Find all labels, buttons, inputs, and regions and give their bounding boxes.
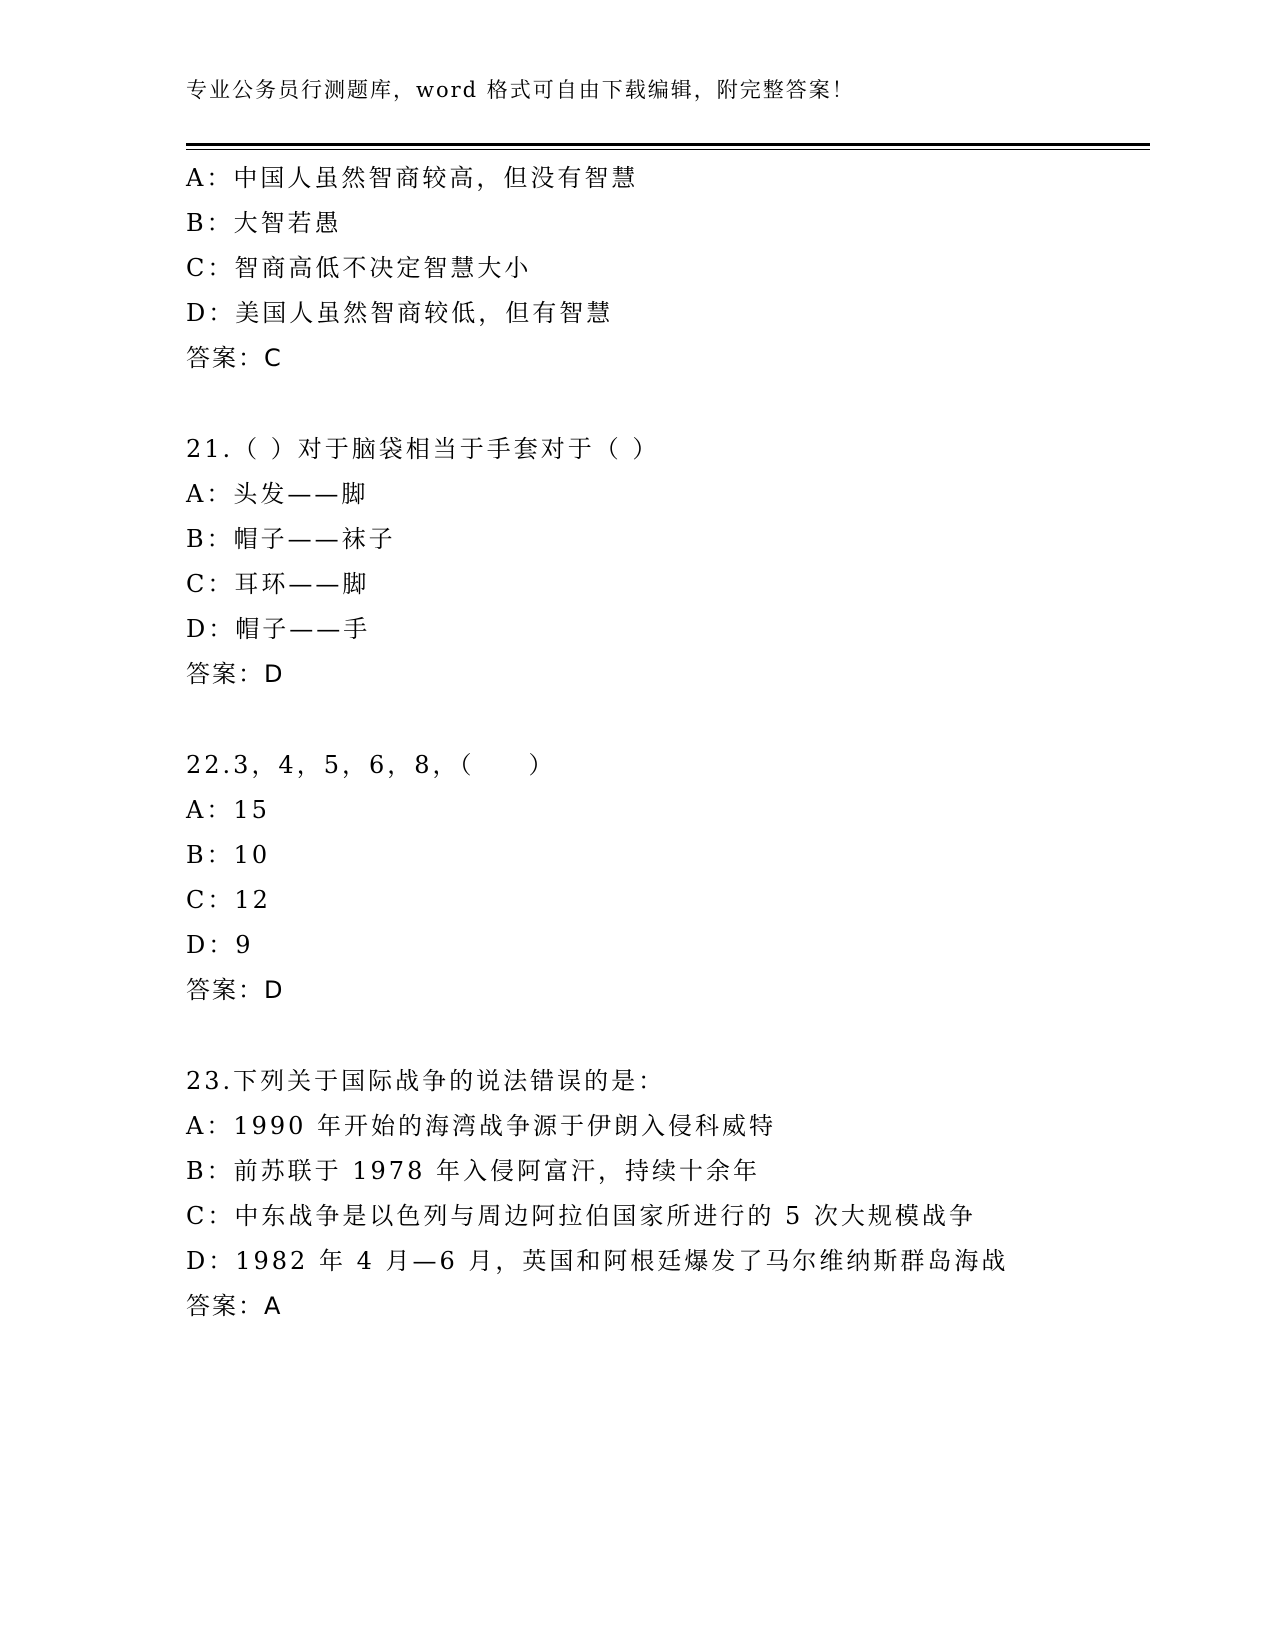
option-c: C：耳环——脚 bbox=[186, 570, 370, 598]
option-b: B：10 bbox=[186, 841, 271, 869]
option-d: D：帽子——手 bbox=[186, 615, 371, 643]
answer-line: 答案：D bbox=[186, 660, 285, 688]
option-c: C：智商高低不决定智慧大小 bbox=[186, 254, 532, 282]
option-a: A：1990 年开始的海湾战争源于伊朗入侵科威特 bbox=[186, 1112, 777, 1140]
question-stem: 23.下列关于国际战争的说法错误的是： bbox=[186, 1067, 666, 1095]
question-block bbox=[186, 1059, 1150, 1329]
answer-line: 答案：A bbox=[186, 1292, 283, 1320]
option-d: D：美国人虽然智商较低，但有智慧 bbox=[186, 299, 614, 327]
option-b: B：大智若愚 bbox=[186, 209, 342, 237]
option-c: C：中东战争是以色列与周边阿拉伯国家所进行的 5 次大规模战争 bbox=[186, 1202, 976, 1230]
question-block bbox=[186, 156, 1150, 381]
page-header: 专业公务员行测题库，word 格式可自由下载编辑，附完整答案！ bbox=[186, 78, 855, 102]
option-d: D：9 bbox=[186, 931, 254, 959]
option-d: D：1982 年 4 月—6 月，英国和阿根廷爆发了马尔维纳斯群岛海战 bbox=[186, 1247, 1009, 1275]
option-a: A：中国人虽然智商较高，但没有智慧 bbox=[186, 164, 639, 192]
option-b: B：帽子——袜子 bbox=[186, 525, 396, 553]
answer-line: 答案：C bbox=[186, 344, 283, 372]
question-block bbox=[186, 427, 1150, 697]
question-block bbox=[186, 743, 1150, 1013]
option-c: C：12 bbox=[186, 886, 271, 914]
question-stem: 22.3，4，5，6，8，（ ） bbox=[186, 751, 556, 779]
question-list bbox=[186, 156, 1150, 1329]
option-a: A：头发——脚 bbox=[186, 480, 369, 508]
option-b: B：前苏联于 1978 年入侵阿富汗，持续十余年 bbox=[186, 1157, 760, 1185]
option-a: A：15 bbox=[186, 796, 270, 824]
answer-line: 答案：D bbox=[186, 976, 285, 1004]
question-stem: 21.（ ）对于脑袋相当于手套对于（ ） bbox=[186, 435, 660, 463]
header-divider bbox=[186, 143, 1150, 150]
